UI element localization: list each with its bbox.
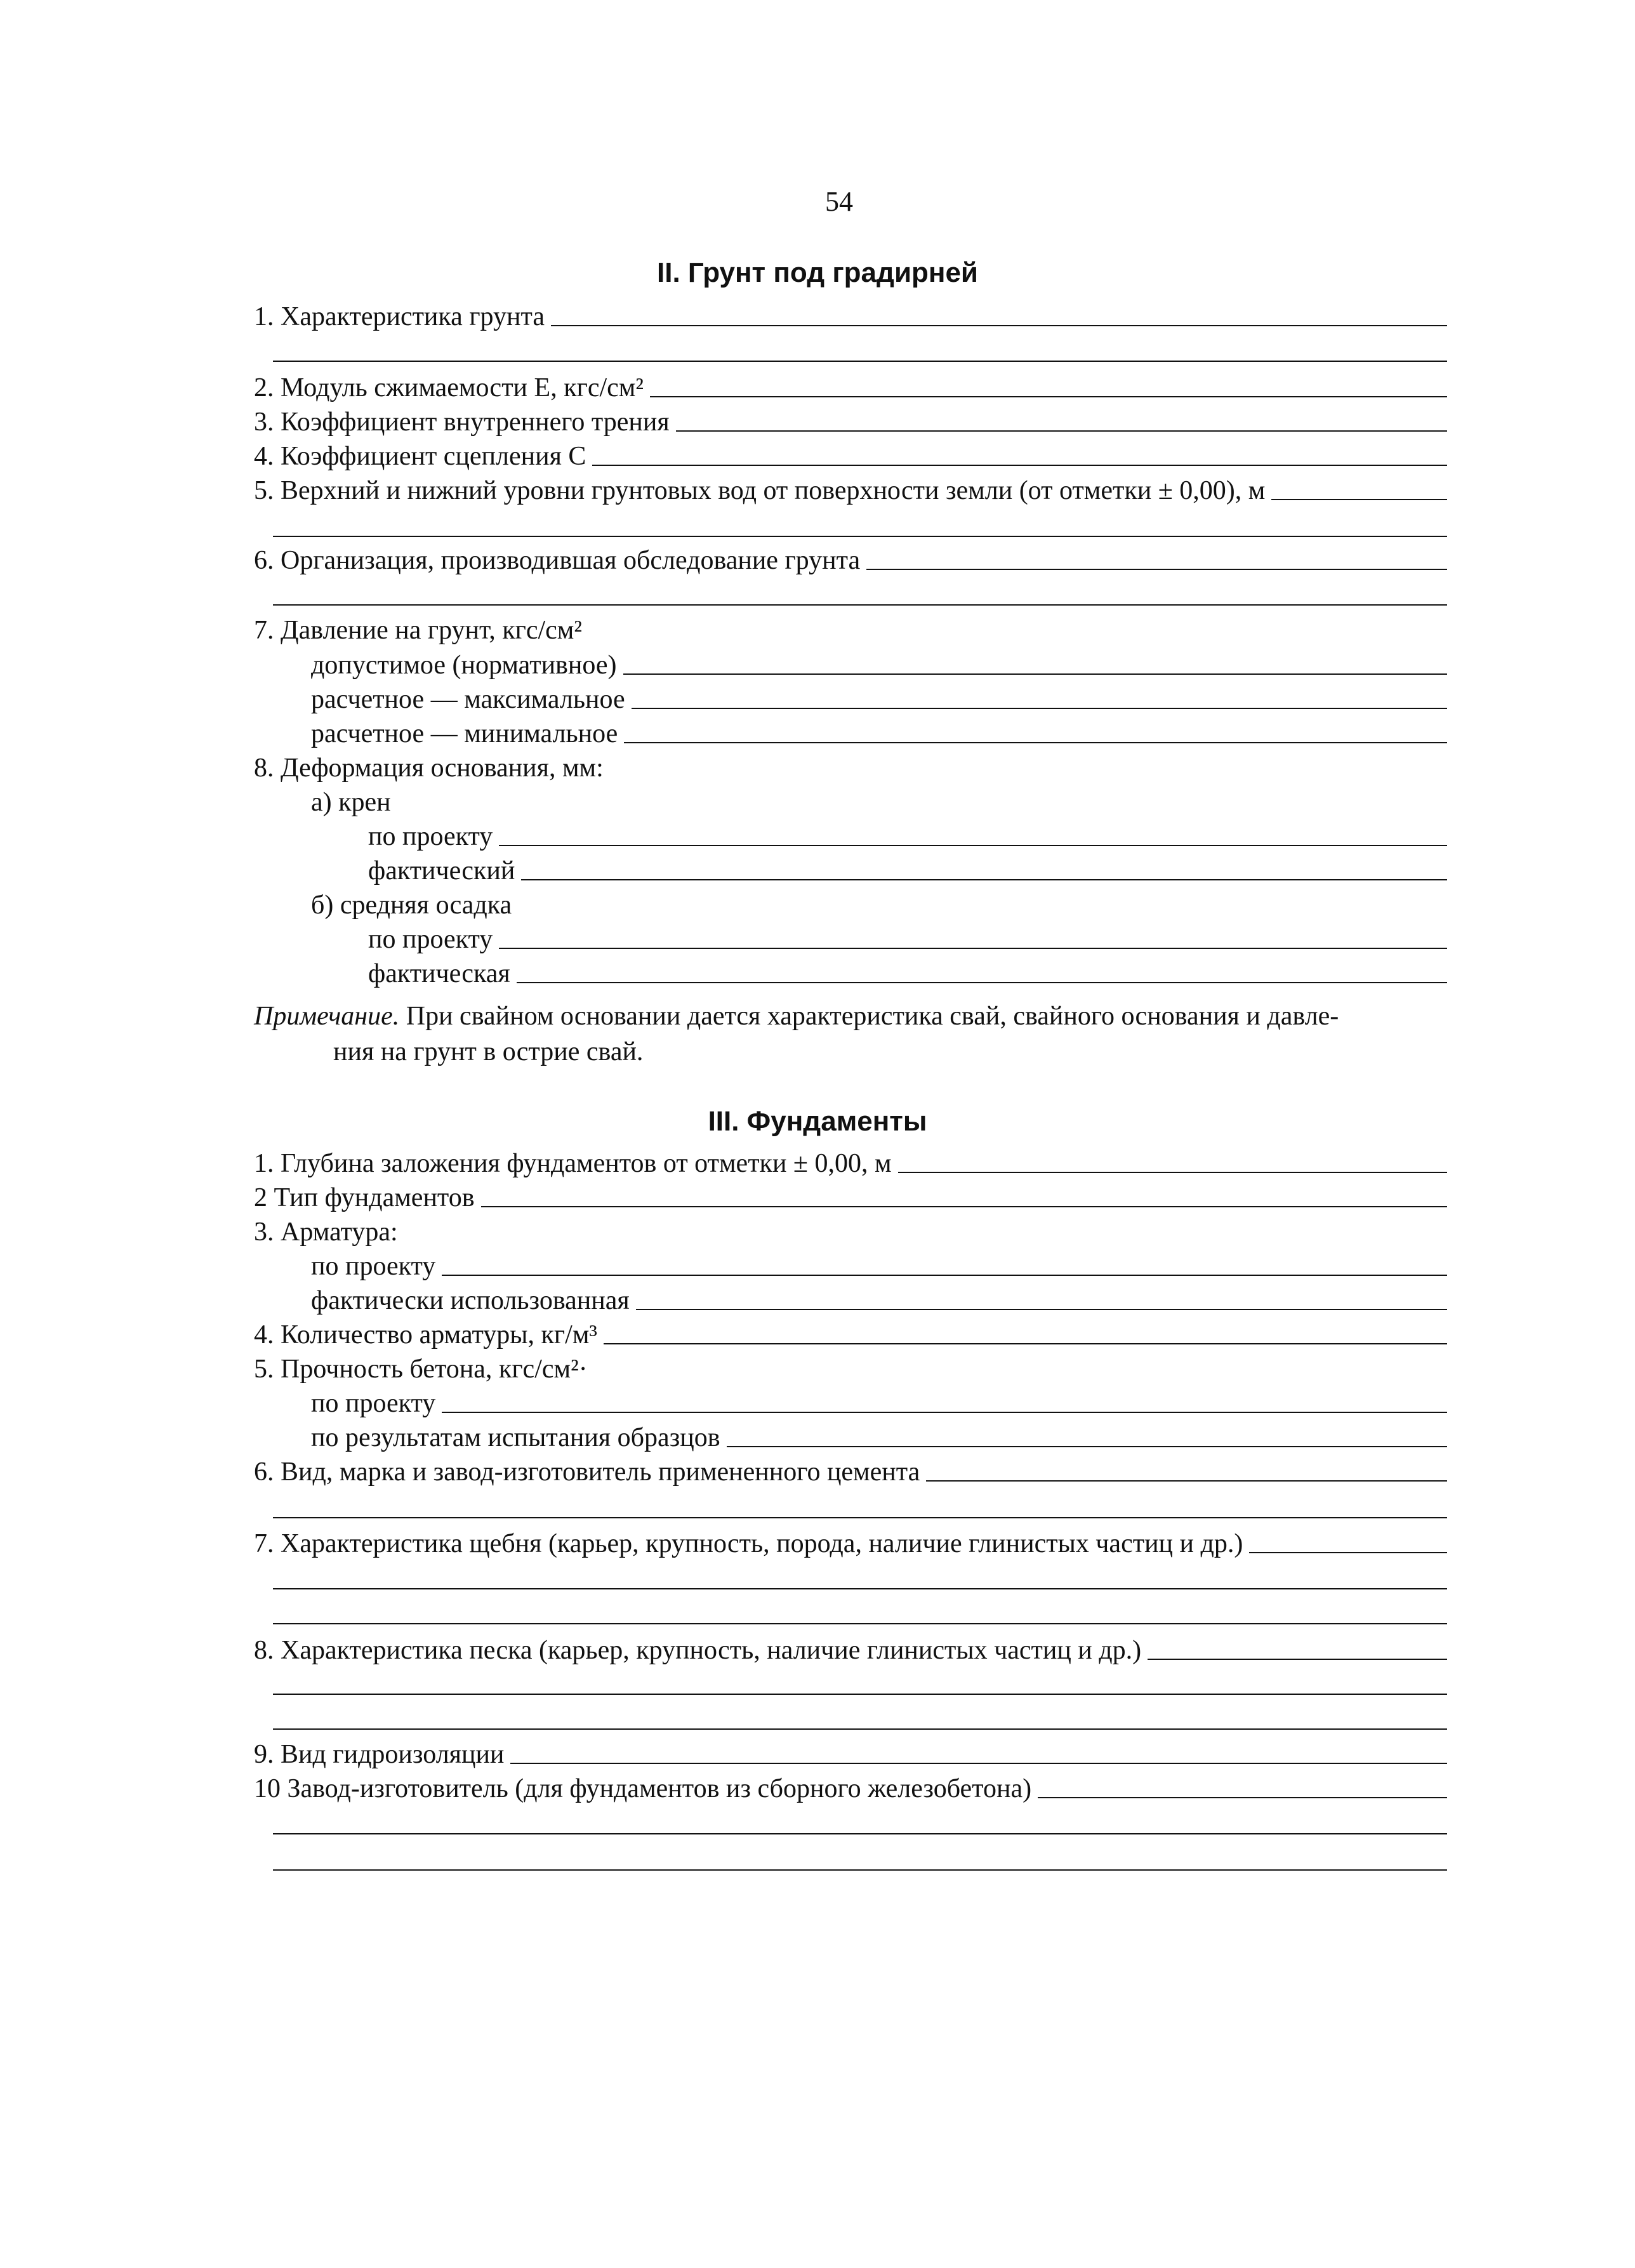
field-pressure-allowable[interactable]: допустимое (нормативное) — [311, 648, 1447, 682]
blank-line[interactable] — [273, 604, 1447, 606]
field-pressure-min[interactable]: расчетное — минимальное — [311, 717, 1447, 751]
field-reinforcement-design[interactable]: по проекту — [311, 1249, 1447, 1283]
label-tilt: а) крен — [311, 788, 391, 817]
field-pressure-max[interactable]: расчетное — максимальное — [311, 682, 1447, 717]
field-reinforcement-actual[interactable]: фактически использованная — [311, 1283, 1447, 1318]
field-compression-modulus[interactable]: 2. Модуль сжимаемости Е, кгс/см² — [254, 371, 1447, 405]
note-piles — [254, 998, 1460, 1070]
field-cement[interactable]: 6. Вид, марка и завод-изготовитель примененного цемента — [254, 1455, 1447, 1489]
note-continuation: ния на грунт в острие свай. — [333, 1037, 644, 1066]
field-settlement-design[interactable]: по проекту — [368, 922, 1447, 957]
note-text: При свайном основании дается характеристика свай, свайного основания и давле- — [399, 1002, 1339, 1031]
field-reinforcement-amount[interactable]: 4. Количество арматуры, кг/м³ — [254, 1318, 1447, 1352]
field-internal-friction[interactable]: 3. Коэффициент внутреннего трения — [254, 405, 1447, 439]
blank-line[interactable] — [273, 1728, 1447, 1730]
label-ground-pressure: 7. Давление на грунт, кгс/см² — [254, 616, 582, 645]
blank-line[interactable] — [273, 1833, 1447, 1834]
label-reinforcement: 3. Арматура: — [254, 1217, 398, 1247]
label-base-deformation: 8. Деформация основания, мм: — [254, 753, 604, 783]
page-number: 54 — [825, 186, 853, 217]
blank-line[interactable] — [273, 1623, 1447, 1624]
field-precast-manufacturer[interactable]: 10 Завод-изготовитель (для фундаментов из сборного железобетона) — [254, 1772, 1447, 1806]
label-average-settlement: б) средняя осадка — [311, 891, 512, 920]
field-soil-characteristics[interactable]: 1. Характеристика грунта — [254, 300, 1447, 334]
blank-line[interactable] — [273, 536, 1447, 537]
blank-line[interactable] — [273, 1588, 1447, 1589]
field-strength-tests[interactable]: по результатам испытания образцов — [311, 1421, 1447, 1455]
field-crushed-stone[interactable]: 7. Характеристика щебня (карьер, крупность, порода, наличие глинистых частиц и др.) — [254, 1527, 1447, 1561]
field-groundwater-levels[interactable]: 5. Верхний и нижний уровни грунтовых вод от поверхности земли (от отметки ± 0,00), м — [254, 474, 1447, 508]
field-tilt-actual[interactable]: фактический — [368, 854, 1447, 888]
blank-line[interactable] — [273, 361, 1447, 362]
field-cohesion[interactable]: 4. Коэффициент сцепления С — [254, 439, 1447, 474]
blank-line[interactable] — [273, 1694, 1447, 1695]
blank-line[interactable] — [273, 1869, 1447, 1871]
field-survey-organization[interactable]: 6. Организация, производившая обследование грунта — [254, 543, 1447, 578]
field-tilt-design[interactable]: по проекту — [368, 819, 1447, 854]
field-foundation-depth[interactable]: 1. Глубина заложения фундаментов от отметки ± 0,00, м — [254, 1146, 1447, 1181]
label-concrete-strength: 5. Прочность бетона, кгс/см²· — [254, 1355, 588, 1384]
field-strength-design[interactable]: по проекту — [311, 1386, 1447, 1421]
section-title-soil: II. Грунт под градирней — [657, 257, 978, 288]
note-label: Примечание. — [254, 1002, 400, 1031]
section-title-foundations: III. Фундаменты — [708, 1106, 927, 1137]
field-foundation-type[interactable]: 2 Тип фундаментов — [254, 1181, 1447, 1215]
field-sand[interactable]: 8. Характеристика песка (карьер, крупность, наличие глинистых частиц и др.) — [254, 1633, 1447, 1668]
field-settlement-actual[interactable]: фактическая — [368, 957, 1447, 991]
field-waterproofing[interactable]: 9. Вид гидроизоляции — [254, 1737, 1447, 1772]
blank-line[interactable] — [273, 1517, 1447, 1518]
